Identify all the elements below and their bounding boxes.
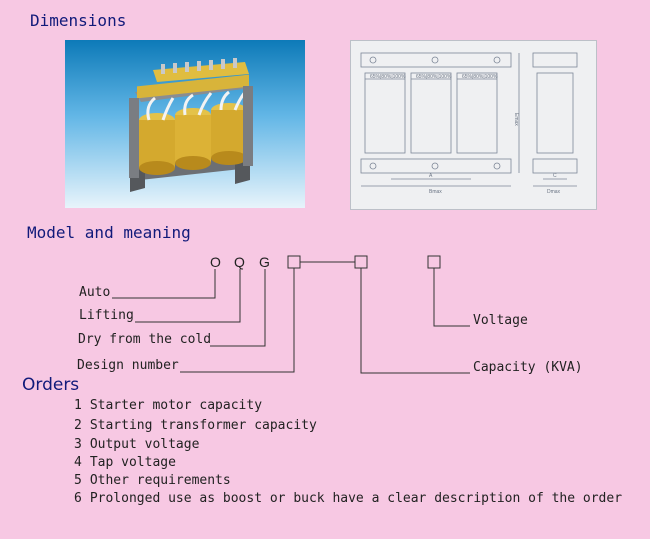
percent-label-2: 65%|80%|100% — [416, 74, 452, 80]
order-item: 3 Output voltage — [74, 437, 200, 452]
model-code-g: G — [259, 254, 270, 270]
order-item: 6 Prolonged use as boost or buck have a clear description of the order — [74, 491, 623, 506]
order-item: 4 Tap voltage — [74, 455, 176, 470]
dim-a-label: A — [429, 173, 433, 179]
model-heading: Model and meaning — [27, 223, 191, 242]
meaning-design-number: Design number — [77, 358, 179, 373]
meaning-capacity: Capacity (KVA) — [473, 360, 583, 375]
order-item: 2 Starting transformer capacity — [74, 418, 317, 433]
order-item: 5 Other requirements — [74, 473, 231, 488]
order-item: 1 Starter motor capacity — [74, 398, 263, 413]
model-code-q: Q — [234, 254, 245, 270]
meaning-voltage: Voltage — [473, 313, 528, 328]
dim-bmax-label: Bmax — [429, 189, 442, 195]
dimensions-heading: Dimensions — [30, 11, 127, 30]
dim-emax-label: Emax — [513, 113, 519, 126]
meaning-auto: Auto — [79, 285, 111, 300]
design-code-box — [288, 256, 300, 268]
capacity-code-box — [355, 256, 367, 268]
percent-label-1: 65%|80%|100% — [370, 74, 406, 80]
model-code-o: O — [210, 254, 221, 270]
meaning-dry: Dry from the cold — [78, 332, 212, 347]
meaning-lifting: Lifting — [79, 308, 134, 323]
orders-heading: Orders — [22, 375, 80, 395]
dim-dmax-label: Dmax — [547, 189, 561, 195]
percent-label-3: 65%|80%|100% — [462, 74, 498, 80]
voltage-code-box — [428, 256, 440, 268]
dim-c-label: C — [553, 173, 557, 179]
